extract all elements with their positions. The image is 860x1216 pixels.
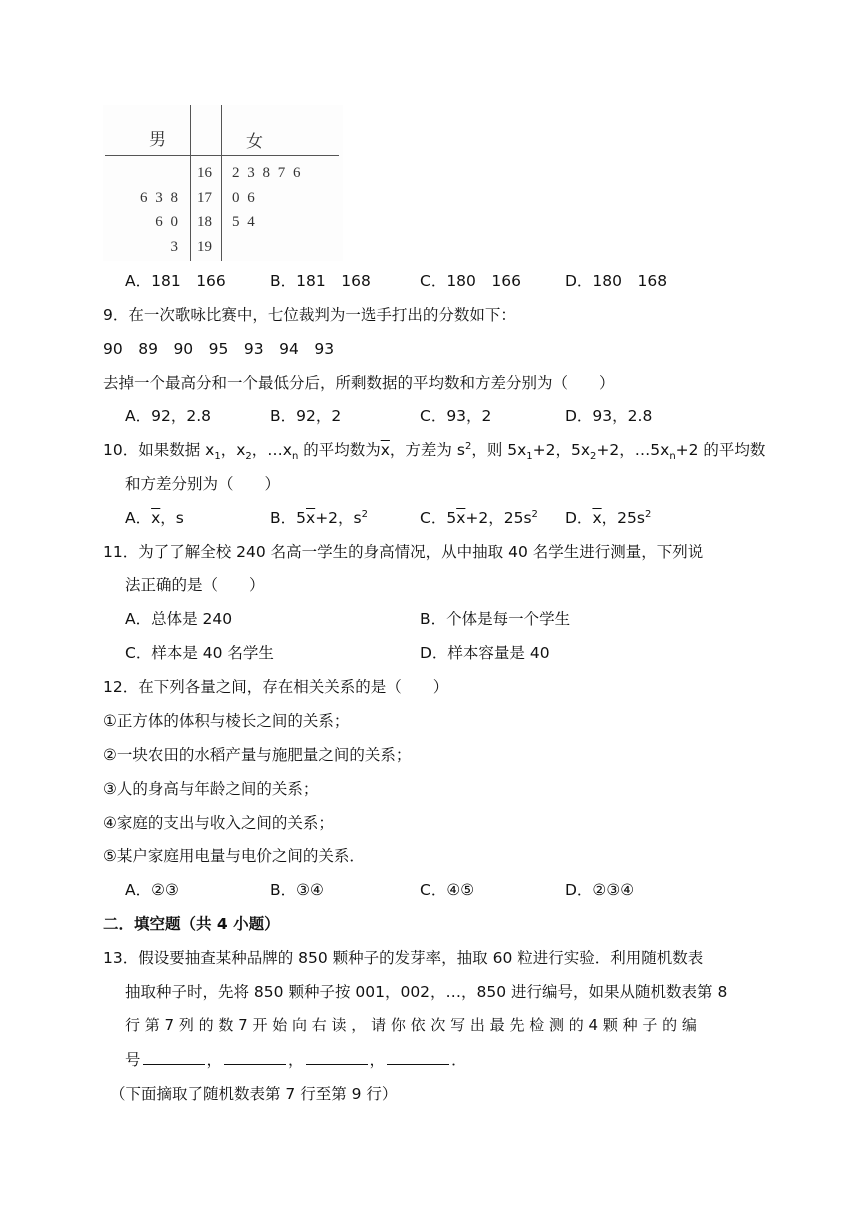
q13-line2: 抽取种子时，先将 850 颗种子按 001，002，…，850 进行编号，如果从随机数表第 8 [125,983,728,1001]
superscript: 2 [464,440,472,452]
q11-option-b: B．个体是每一个学生 [420,610,571,628]
q12-item: ④家庭的支出与收入之间的关系； [103,814,334,832]
subscript: n [291,451,299,463]
section-title: 二．填空题（共 4 小题） [103,915,280,933]
q9-option-a: A．92，2.8 [125,407,211,425]
figure-divider-vertical-left [190,105,191,261]
q10-line2: 和方差分别为（ ） [125,475,281,493]
q13-note: （下面摘取了随机数表第 7 行至第 9 行） [110,1085,398,1103]
answer-blank[interactable] [224,1050,286,1065]
figure-row-stem: 19 [197,239,212,255]
q12-item: ⑤某户家庭用电量与电价之间的关系． [103,847,365,865]
figure-right-header: 女 [246,132,263,151]
subscript: n [669,451,676,463]
stem-leaf-figure [103,105,343,261]
figure-divider-horizontal [105,155,339,156]
q12-option-c: C．④⑤ [420,881,475,899]
q9-option-b: B．92，2 [270,407,342,425]
figure-divider-vertical-right [221,105,222,261]
q10-option-d: D．$\overline{x}$，$25s^2$ [565,508,652,527]
q8-option-c: C．180 166 [420,272,521,290]
q10-text: ，则 5x [471,441,527,459]
x-bar-symbol: $\overline{x}$ [151,509,161,527]
q10-option-b: B．$5\overline{x}+2$，$s^2$ [270,508,368,527]
q10-text: +2 的平均数 [675,441,766,459]
subscript: 2 [590,451,597,463]
x-bar-symbol: $\overline{x}$ [306,509,316,527]
q8-option-b: B．181 168 [270,272,371,290]
q8-option-d: D．180 168 [565,272,668,290]
q9-stem: 9．在一次歌咏比赛中，七位裁判为一选手打出的分数如下： [103,306,516,324]
x-bar-symbol: $\overline{x}$ [592,509,602,527]
subscript: 2 [245,451,252,463]
q10-text: ，x [220,441,246,459]
subscript: 1 [526,451,533,463]
q9-option-d: D．93，2.8 [565,407,653,425]
q11-option-d: D．样本容量是 40 [420,644,550,662]
figure-row-stem: 17 [197,190,212,206]
q10-text: ，…x [251,441,292,459]
q12-option-d: D．②③④ [565,881,635,899]
q9-scores: 90 89 90 95 93 94 93 [103,340,335,358]
figure-left-header: 男 [149,130,166,149]
figure-row-left: 6 3 8 [140,190,178,206]
answer-blank[interactable] [387,1050,449,1065]
q10-text: 10．如果数据 x [103,441,215,459]
figure-row-right: 0 6 [232,190,255,206]
q12-item: ①正方体的体积与棱长之间的关系； [103,712,350,730]
x-bar-symbol: $\overline{x}$ [380,441,390,459]
q12-option-b: B．③④ [270,881,324,899]
figure-row-stem: 18 [197,214,212,230]
q11-line2: 法正确的是（ ） [125,576,265,594]
figure-row-right: 2 3 8 7 6 [232,165,301,181]
q10-text: ，方差为 s [389,441,465,459]
figure-row-stem: 16 [197,165,212,181]
q8-option-a: A．181 166 [125,272,226,290]
q12-item: ③人的身高与年龄之间的关系； [103,780,319,798]
q11-option-c: C．样本是 40 名学生 [125,644,274,662]
q11-line1: 11．为了了解全校 240 名高一学生的身高情况，从中抽取 40 名学生进行测量，下列说 [103,543,704,561]
q10-option-a: A．$\overline{x}$，s [125,509,184,527]
q11-option-a: A．总体是 240 [125,610,233,628]
q10-text: +2，…5x [596,441,670,459]
x-bar-symbol: $\overline{x}$ [456,509,466,527]
figure-row-left: 6 0 [155,214,178,230]
q10-text: 的平均数为 [298,441,381,459]
q12-option-a: A．②③ [125,881,179,899]
q13-line1: 13．假设要抽查某种品牌的 850 颗种子的发芽率，抽取 60 粒进行实验．利用随机数表 [103,949,704,967]
figure-row-left: 3 [170,239,178,255]
q12-stem: 12．在下列各量之间，存在相关关系的是（ ） [103,678,449,696]
q10-line1 [103,438,765,462]
q9-option-c: C．93，2 [420,407,492,425]
figure-row-right: 5 4 [232,214,255,230]
subscript: 1 [214,451,221,463]
q10-option-c: C．$5\overline{x}+2$，$25s^2$ [420,508,538,527]
q13-line3: 行 第 7 列 的 数 7 开 始 向 右 读 ， 请 你 依 次 写 出 最 先 检 测 的 4 颗 种 子 的 编 [125,1016,697,1034]
q13-line4: 号 ， ， ， ． [125,1051,467,1069]
q10-text: +2，5x [532,441,591,459]
q9-question: 去掉一个最高分和一个最低分后，所剩数据的平均数和方差分别为（ ） [103,374,615,392]
answer-blank[interactable] [143,1050,205,1065]
answer-blank[interactable] [306,1050,368,1065]
q12-item: ②一块农田的水稻产量与施肥量之间的关系； [103,746,412,764]
